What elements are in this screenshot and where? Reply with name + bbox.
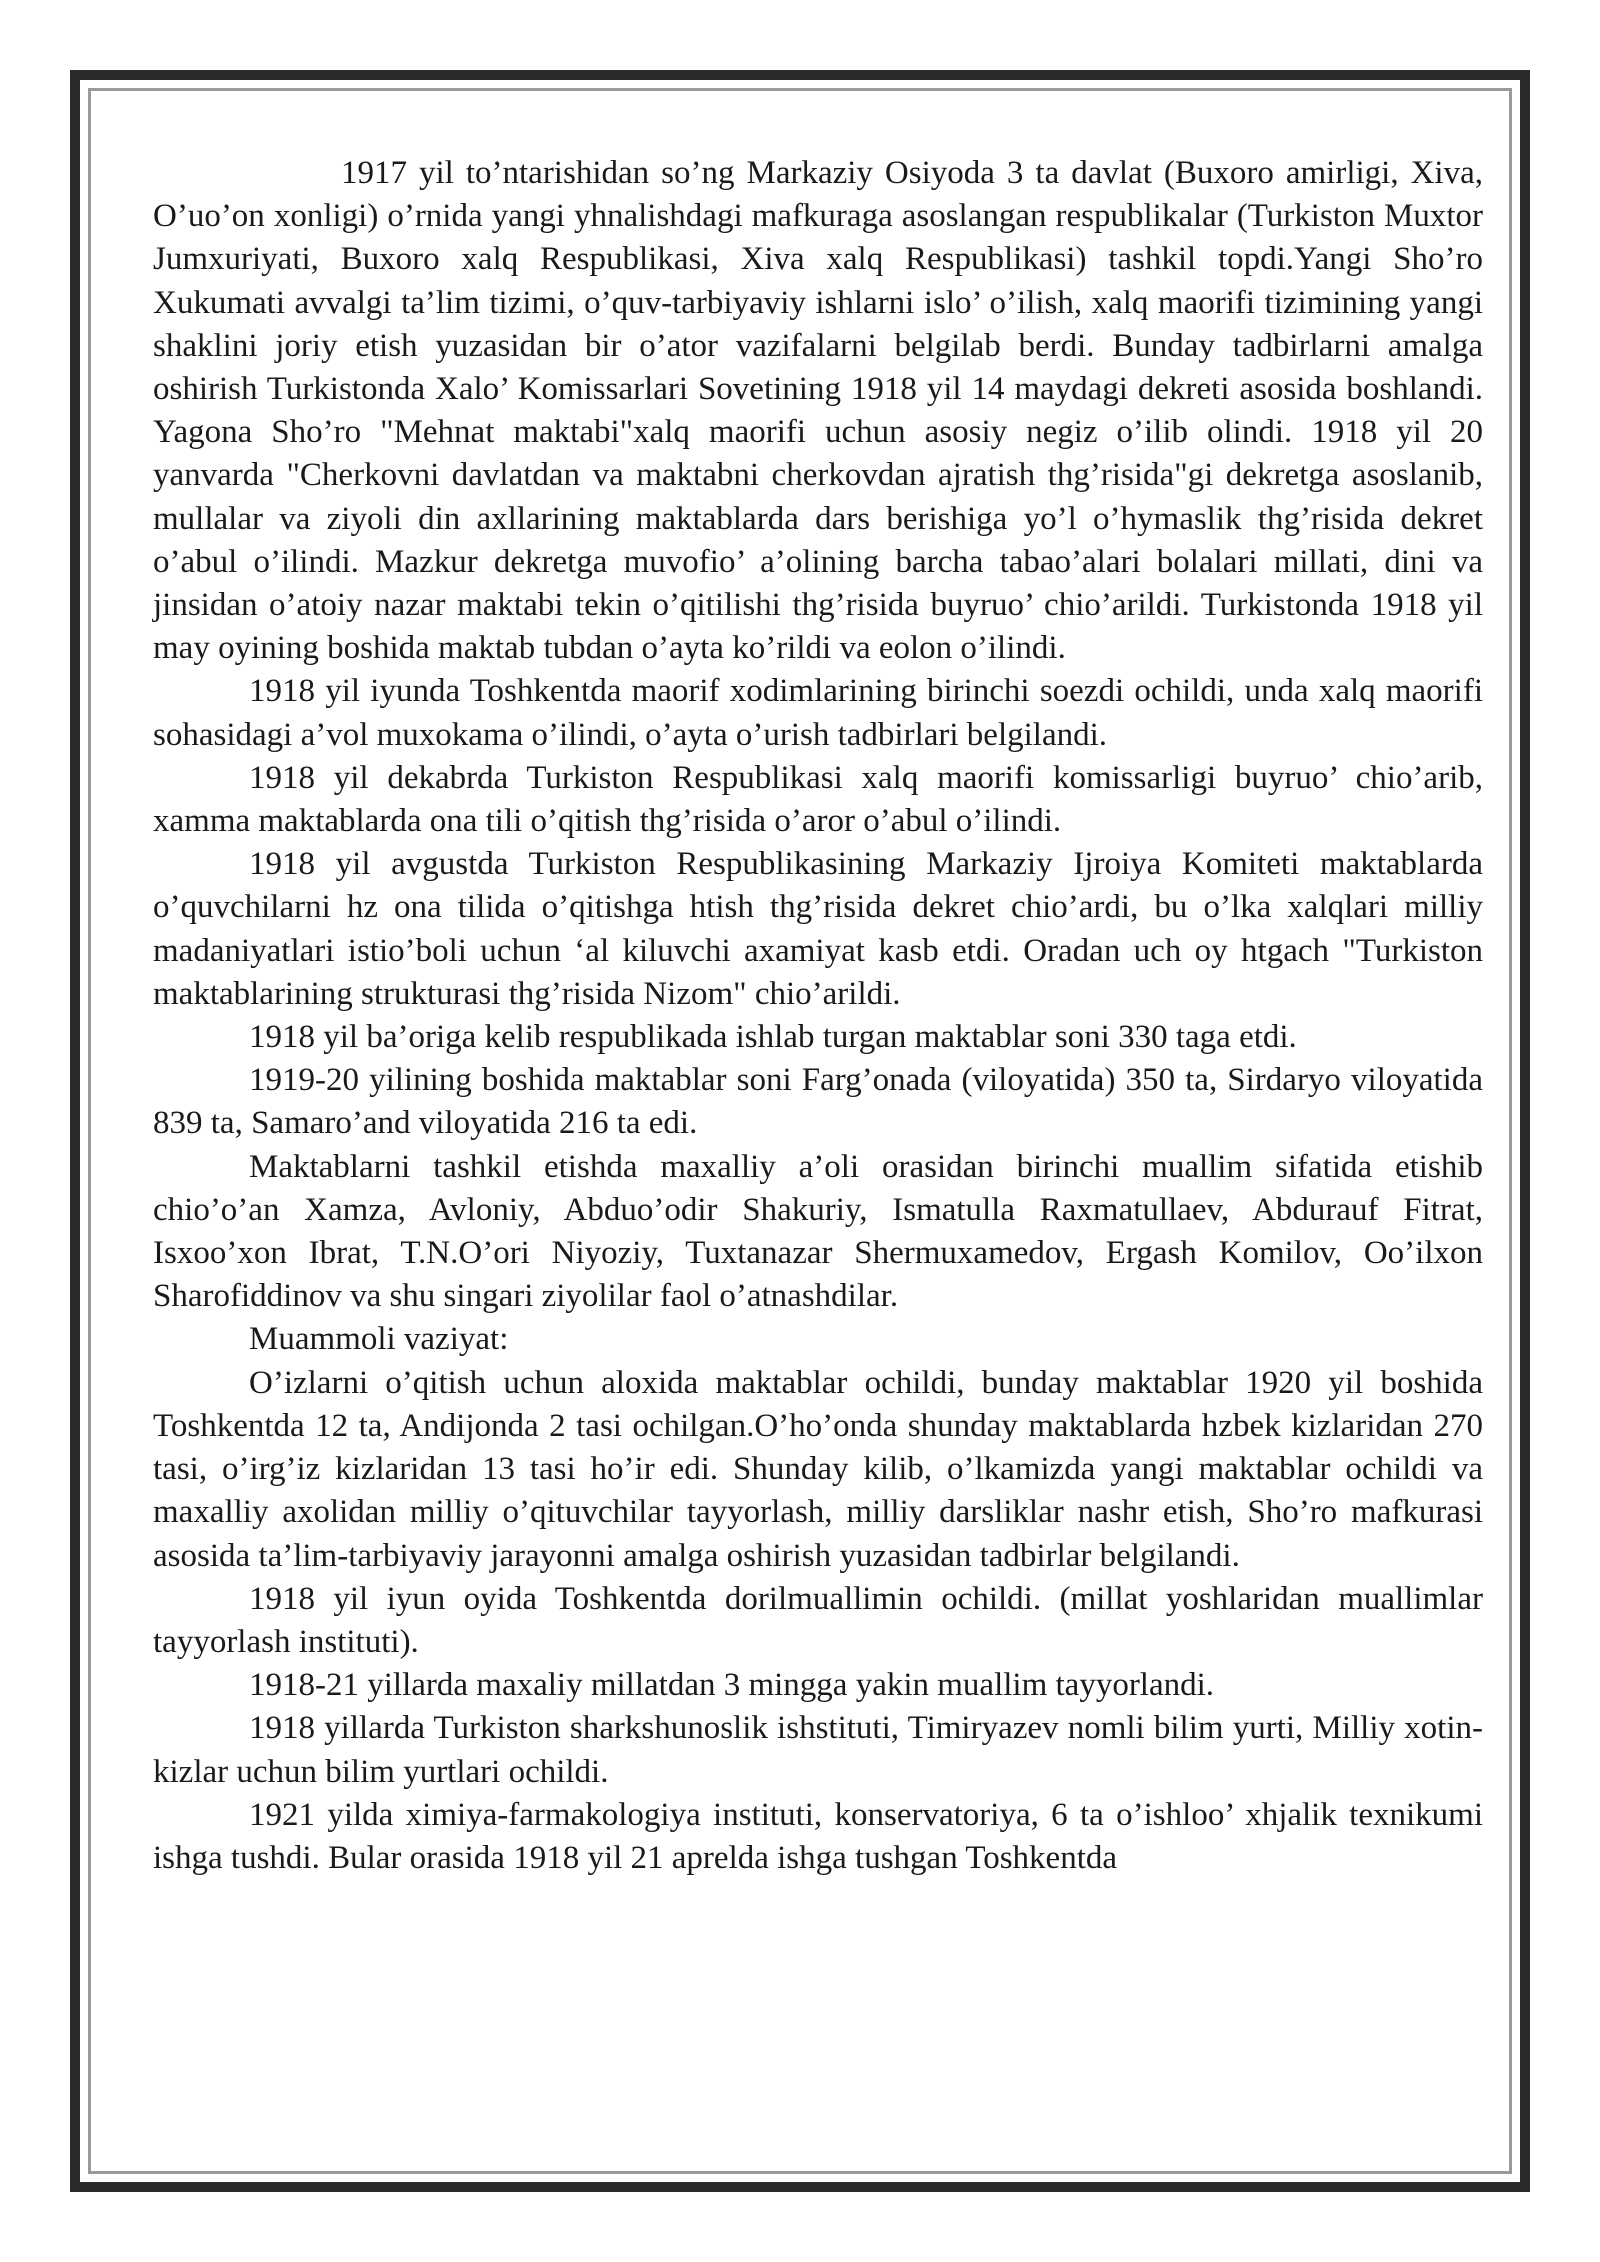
paragraph-december-order: 1918 yil dekabrda Turkiston Respublikasi xalq maorifi komissarligi buyruo’ chio’arib, xamma maktablarda ona tili o’qitish thg’risida o’aror o’abul o’ilindi. bbox=[153, 759, 1483, 840]
document-body bbox=[153, 152, 1483, 1880]
paragraph-first-teachers: Maktablarni tashkil etishda maxalliy a’oli orasidan birinchi muallim sifatida etishib chio’o’an Xamza, Avloniy, Abduo’odir Shakuriy, Ismatulla Raxmatullaev, Abdurauf Fitrat, Isxoo’xon Ibrat, T.N.O’ori Niyoziy, Tuxtanazar Shermuxamedov, Ergash Komilov, Oo’ilxon Sharofiddinov va shu singari ziyolilar faol o’atnashdilar. bbox=[153, 1148, 1483, 1315]
paragraph-school-count: 1918 yil ba’origa kelib respublikada ishlab turgan maktablar soni 330 taga etdi. bbox=[249, 1019, 1297, 1056]
paragraph-girls-schools: O’izlarni o’qitish uchun aloxida maktablar ochildi, bunday maktablar 1920 yil boshida Toshkentda 12 ta, Andijonda 2 tasi ochilgan.O’ho’onda shunday maktablarda hzbek kizlaridan 270 tasi, o’irg’iz kizlaridan 13 tasi ho’ir edi. Shunday kilib, o’lkamizda yangi maktablar ochildi va maxalliy axolidan milliy o’qituvchilar tayyorlash, milliy darsliklar nashr etish, Sho’ro mafkurasi asosida ta’lim-tarbiyaviy jarayonni amalga oshirish yuzasidan tadbirlar belgilandi. bbox=[153, 1364, 1483, 1574]
paragraph-dorilmuallimin: 1918 yil iyun oyida Toshkentda dorilmuallimin ochildi. (millat yoshlaridan muallimlar tayyorlash instituti). bbox=[153, 1580, 1483, 1660]
paragraph-intro: 1917 yil to’ntarishidan so’ng Markaziy Osiyoda 3 ta davlat (Buxoro amirligi, Xiva, O’uo’on xonligi) o’rnida yangi yhnalishdagi mafkuraga asoslangan respublikalar (Turkiston Muxtor Jumxuriyati, Buxoro xalq Respublikasi, Xiva xalq Respublikasi) tashkil topdi.Yangi Sho’ro Xukumati avvalgi ta’lim tizimi, o’quv-tarbiyaviy ishlarni islo’ o’ilish, xalq maorifi tizimining yangi shaklini joriy etish yuzasidan bir o’ator vazifalarni belgilab berdi. Bunday tadbirlarni amalga oshirish Turkistonda Xalo’ Komissarlari Sovetining 1918 yil 14 maydagi dekreti asosida boshlandi. Yagona Sho’ro "Mehnat maktabi"xalq maorifi uchun asosiy negiz o’ilib olindi. 1918 yil 20 yanvarda "Cherkovni davlatdan va maktabni cherkovdan ajratish thg’risida"gi dekretga asoslanib, mullalar va ziyoli din axllarining maktablarda dars berishiga yo’l o’hymaslik thg’risida dekret o’abul o’ilindi. Mazkur dekretga muvofio’ a’olining barcha tabao’alari bolalari millati, dini va jinsidan o’atoiy nazar maktabi tekin o’qitilishi thg’risida buyruo’ chio’arildi. Turkistonda 1918 yil may oyining boshida maktab tubdan o’ayta ko’rildi va eolon o’ilindi. bbox=[153, 155, 1483, 667]
paragraph-teacher-training: 1918-21 yillarda maxaliy millatdan 3 mingga yakin muallim tayyorlandi. bbox=[249, 1667, 1215, 1704]
paragraph-1921-institutes: 1921 yilda ximiya-farmakologiya instituti, konservatoriya, 6 ta o’ishloo’ xhjalik texnikumi ishga tushdi. Bular orasida 1918 yil 21 aprelda ishga tushgan Toshkentda bbox=[153, 1796, 1483, 1876]
paragraph-teachers-congress: 1918 yil iyunda Toshkentda maorif xodimlarining birinchi soezdi ochildi, unda xalq maorifi sohasidagi a’vol muxokama o’ilindi, o’ayta o’urish tadbirlari belgilandi. bbox=[153, 673, 1483, 753]
paragraph-problem-heading: Muammoli vaziyat: bbox=[249, 1321, 509, 1358]
paragraph-august-decree: 1918 yil avgustda Turkiston Respublikasining Markaziy Ijroiya Komiteti maktablarda o’quvchilarni hz ona tilida o’qitishga htish thg’risida dekret chio’ardi, bu o’lka xalqlari milliy madaniyatlari istio’boli uchun ‘al kiluvchi axamiyat kasb etdi. Oradan uch oy htgach "Turkiston maktablarining strukturasi thg’risida Nizom" chio’arildi. bbox=[153, 846, 1483, 1012]
paragraph-regional-schools: 1919-20 yilining boshida maktablar soni Farg’onada (viloyatida) 350 ta, Sirdaryo viloyatida 839 ta, Samaro’and viloyatida 216 ta edi. bbox=[153, 1062, 1483, 1142]
paragraph-institutes: 1918 yillarda Turkiston sharkshunoslik ishstituti, Timiryazev nomli bilim yurti, Milliy xotin-kizlar uchun bilim yurtlari ochildi. bbox=[153, 1710, 1483, 1790]
